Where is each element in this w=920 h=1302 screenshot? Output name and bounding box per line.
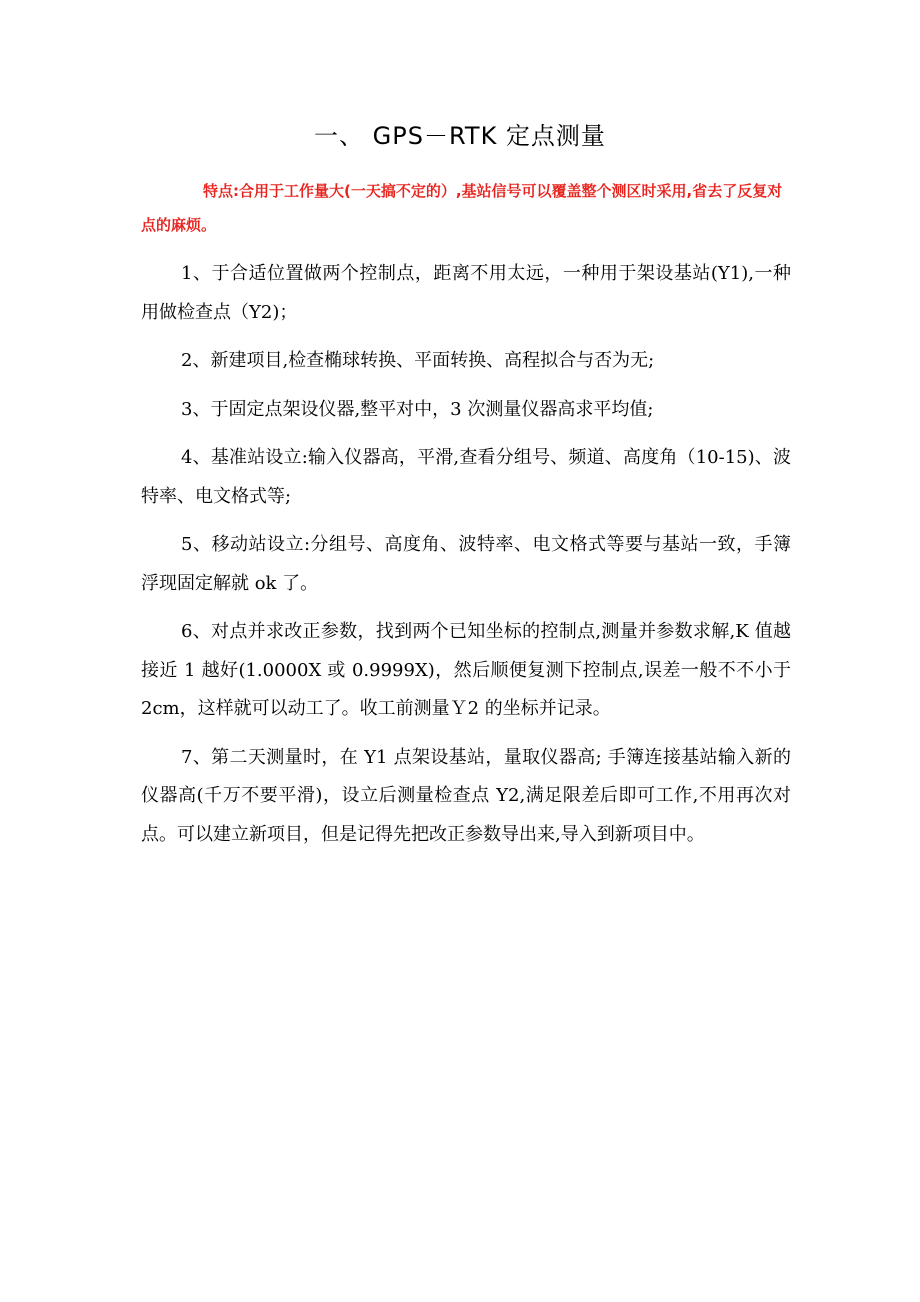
feature-note xyxy=(141,174,791,242)
paragraph-step-7: 7、第二天测量时，在 Y1 点架设基站，量取仪器高; 手簿连接基站输入新的仪器高(千万不要平滑)，设立后测量检查点 Y2,满足限差后即可工作,不用再次对点。可以建立新项目，但是记得先把改正参数导出来,导入到新项目中。 xyxy=(141,746,791,845)
document-title: 一、 GPS－RTK 定点测量 xyxy=(314,122,606,150)
paragraph-step-1: 1、于合适位置做两个控制点，距离不用太远，一种用于架设基站(Y1),一种用做检查点（Y2)； xyxy=(141,263,791,323)
paragraph-step-3: 3、于固定点架设仪器,整平对中，3 次测量仪器高求平均值; xyxy=(181,398,654,420)
paragraph-step-2: 2、新建项目,检查椭球转换、平面转换、高程拟合与否为无; xyxy=(181,350,655,371)
paragraph-step-4: 4、基准站设立:输入仪器高，平滑,查看分组号、频道、高度角（10-15)、波特率、电文格式等; xyxy=(141,447,791,507)
feature-note-text: 特点:合用于工作量大(一天搞不定的）,基站信号可以覆盖整个测区时采用,省去了反复对点的麻烦。 xyxy=(141,182,783,234)
paragraph-step-5: 5、移动站设立:分组号、高度角、波特率、电文格式等要与基站一致，手簿浮现固定解就 ok 了。 xyxy=(141,534,791,594)
paragraph-step-6: 6、对点并求改正参数，找到两个已知坐标的控制点,测量并参数求解,K 值越接近 1 越好(1.0000X 或 0.9999X)，然后顺便复测下控制点,误差一般不不小于 2cm，这样就可以动工了。收工前测量Ｙ2 的坐标并记录。 xyxy=(141,621,791,719)
document-body xyxy=(141,255,791,864)
